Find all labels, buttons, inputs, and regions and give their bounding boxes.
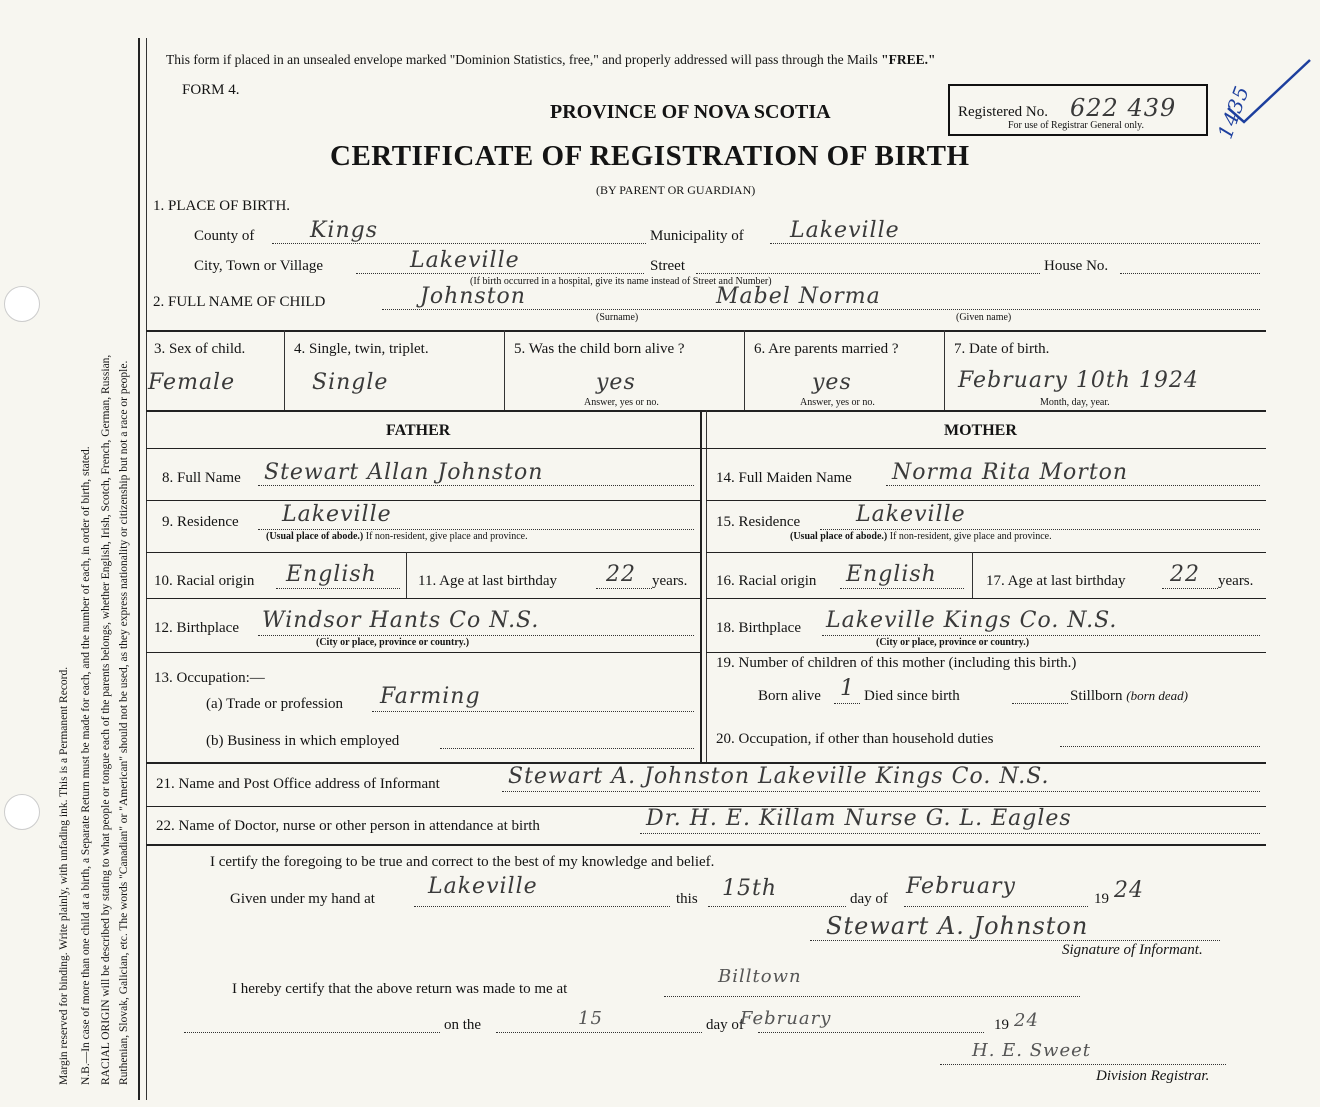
father-racial-label: 10. Racial origin [154,573,255,589]
check-mark-icon [1226,56,1316,126]
certificate-subtitle: (BY PARENT OR GUARDIAN) [596,183,756,197]
mother-row-rule-2 [706,552,1266,553]
alive-value: yes [596,370,636,395]
mother-age-value: 22 [1170,562,1200,587]
margin-note-binding: Margin reserved for binding. Write plainly, with unfading ink. This is a Permanent Record. [58,666,70,1085]
father-residence-label: 9. Residence [162,514,239,530]
father-years-label: years. [652,573,688,589]
house-line [1120,273,1260,274]
born-alive-label: Born alive [758,688,821,704]
father-residence-note-a: (Usual place of abode.) [266,531,364,542]
registrar-place-value: Billtown [718,966,802,987]
registrar-day-of-label: day of [706,1017,744,1033]
mother-years-label: years. [1218,573,1254,589]
died-label: Died since birth [864,688,960,704]
street-line [696,273,1040,274]
registrar-day-value: 15 [578,1008,603,1029]
certify-statement: I certify the foregoing to be true and correct to the best of my knowledge and belief. [210,854,715,870]
stillborn-label [1070,688,1188,705]
given-day-of-label: day of [850,891,888,907]
registered-value: 622 439 [1070,94,1177,122]
mother-residence-note-b: If non-resident, give place and province. [889,531,1052,542]
mother-racial-line [840,588,964,589]
registrar-signature-label: Division Registrar. [1096,1068,1210,1084]
doctor-value: Dr. H. E. Killam Nurse G. L. Eagles [646,806,1072,831]
father-trade-value: Farming [380,684,481,709]
informant-value: Stewart A. Johnston Lakeville Kings Co. N.S. [508,764,1050,789]
father-birthplace-line [258,635,694,636]
given-day-value: 15th [722,876,778,901]
surname-note: (Surname) [596,312,639,323]
this-label: this [676,891,698,907]
alive-label: 5. Was the child born alive ? [514,341,685,357]
given-note: (Given name) [956,312,1012,323]
mother-residence-value: Lakeville [856,502,966,527]
father-name-value: Stewart Allan Johnston [264,460,544,485]
given-year-value: 24 [1114,878,1144,903]
mother-racial-value: English [846,562,937,587]
divider-parents-head [146,448,1266,449]
sex-value: Female [148,370,236,395]
married-label: 6. Are parents married ? [754,341,899,357]
father-age-line [596,588,652,589]
col-divider-b [504,330,505,410]
mother-name-value: Norma Rita Morton [892,460,1129,485]
stamp-number: 1435 [1212,82,1255,142]
died-line [1012,703,1068,704]
mother-residence-label: 15. Residence [716,514,801,530]
father-heading: FATHER [386,422,451,439]
registrar-blank-line [184,1032,440,1033]
certificate-title: CERTIFICATE OF REGISTRATION OF BIRTH [330,140,970,172]
father-racial-divider [406,552,407,598]
mother-birthplace-value: Lakeville Kings Co. N.S. [826,608,1118,633]
informant-signature-label: Signature of Informant. [1062,942,1203,958]
province-heading: PROVINCE OF NOVA SCOTIA [550,101,831,123]
informant-label: 21. Name and Post Office address of Informant [156,776,440,792]
mother-occupation-label: 20. Occupation, if other than household duties [716,731,994,747]
mother-residence-note [790,531,1052,542]
registrar-on-the-label: on the [444,1017,482,1033]
stillborn-text: Stillborn [1070,688,1123,704]
mother-row-rule-4 [706,652,1266,653]
mother-children-label: 19. Number of children of this mother (including this birth.) [716,655,1077,671]
father-business-line [440,748,694,749]
street-label: Street [650,258,685,274]
mother-birthplace-label: 18. Birthplace [716,620,801,636]
doctor-label: 22. Name of Doctor, nurse or other person in attendance at birth [156,818,540,834]
father-row-rule-4 [146,652,700,653]
registrar-year-value: 24 [1014,1010,1039,1031]
date-note: Month, day, year. [1040,397,1110,408]
mother-racial-divider [972,552,973,598]
given-day-line [708,906,846,907]
city-value: Lakeville [410,248,520,273]
married-value: yes [812,370,852,395]
mother-name-label: 14. Full Maiden Name [716,470,852,486]
father-racial-line [276,588,400,589]
father-trade-line [372,711,694,712]
registrar-place-line [664,996,1080,997]
father-birthplace-note: (City or place, province or country.) [316,637,470,648]
col-divider-c [744,330,745,410]
plurality-label: 4. Single, twin, triplet. [294,341,429,357]
given-place-value: Lakeville [428,874,538,899]
stillborn-note: (born dead) [1126,688,1189,703]
father-residence-note [266,531,528,542]
mother-residence-line [820,529,1260,530]
mail-notice-text: This form if placed in an unsealed envelope marked "Dominion Statistics, free," and properly addressed will pass through the Mails [166,52,882,67]
municipality-label: Municipality of [650,228,744,244]
registrar-month-line [758,1032,984,1033]
father-residence-line [258,529,694,530]
given-label: Given under my hand at [230,891,375,907]
margin-note-racial-origin: RACIAL ORIGIN will be described by stating to what people or tongue each of the parents belongs, whether English, Irish, Scotch, French, German, Russian, [100,354,112,1085]
registrar-signature-line [940,1064,1226,1065]
binding-hole-bottom [4,794,40,830]
date-value: February 10th 1924 [958,368,1199,393]
county-line [272,243,646,244]
father-racial-value: English [286,562,377,587]
mother-name-line [886,485,1260,486]
father-age-label: 11. Age at last birthday [418,573,557,589]
father-name-label: 8. Full Name [162,470,241,486]
mother-age-line [1162,588,1218,589]
alive-answer-note: Answer, yes or no. [584,397,659,408]
form-number: FORM 4. [182,82,240,98]
city-line [356,273,644,274]
mother-birthplace-line [822,635,1260,636]
given-month-value: February [906,874,1016,899]
registrar-month-value: February [740,1008,832,1029]
mother-row-rule-3 [706,598,1266,599]
registrar-signature: H. E. Sweet [972,1040,1091,1061]
city-label: City, Town or Village [194,258,324,274]
registrar-statement: I hereby certify that the above return was made to me at [232,981,568,997]
father-row-rule-3 [146,598,700,599]
father-birthplace-label: 12. Birthplace [154,620,239,636]
mail-notice-free: "FREE." [881,52,936,67]
place-of-birth-label: 1. PLACE OF BIRTH. [153,198,291,214]
married-answer-note: Answer, yes or no. [800,397,875,408]
father-age-value: 22 [606,562,636,587]
municipality-value: Lakeville [790,218,900,243]
mother-birthplace-note: (City or place, province or country.) [876,637,1030,648]
father-trade-label: (a) Trade or profession [206,696,344,712]
informant-signature-line [810,940,1220,941]
mother-occupation-line [1060,746,1260,747]
registered-number-box [948,84,1208,136]
margin-note-multiple-births: N.B.—In case of more than one child at a birth, a Separate Return must be made for each, and the number of each, in order of birth, stated. [80,446,92,1085]
frame-left-outer [138,38,140,1100]
informant-signature: Stewart A. Johnston [826,912,1089,940]
father-name-line [258,485,694,486]
frame-left-inner [146,38,147,1100]
municipality-line [770,243,1260,244]
child-surname-value: Johnston [420,284,526,309]
divider-1 [146,330,1266,332]
given-year-prefix: 19 [1094,891,1109,907]
county-value: Kings [310,218,379,243]
sex-label: 3. Sex of child. [154,341,246,357]
father-row-rule-2 [146,552,700,553]
parents-divider-b [706,410,707,762]
mother-row-rule-1 [706,500,1266,501]
col-divider-d [944,330,945,410]
margin-note-racial-terms: Ruthenian, Slovak, Galician, etc. The words "Canadian" or "American" should not be used, as they express nationality or citizenship but not a race or people. [118,360,130,1085]
plurality-value: Single [312,370,389,395]
date-label: 7. Date of birth. [954,341,1050,357]
registrar-general-note: For use of Registrar General only. [1008,120,1144,131]
registrar-day-line [496,1032,702,1033]
given-place-line [414,906,670,907]
father-birthplace-value: Windsor Hants Co N.S. [262,608,540,633]
born-alive-line [834,703,860,704]
father-occupation-label: 13. Occupation:— [154,670,265,686]
doctor-line [640,833,1260,834]
mother-residence-note-a: (Usual place of abode.) [790,531,888,542]
registered-label: Registered No. [958,104,1048,120]
child-name-line [382,309,1260,310]
born-alive-value: 1 [840,676,855,701]
father-row-rule-1 [146,500,700,501]
child-name-label: 2. FULL NAME OF CHILD [153,294,326,310]
divider-5 [146,844,1266,846]
father-business-label: (b) Business in which employed [206,733,400,749]
binding-hole-top [4,286,40,322]
mother-age-label: 17. Age at last birthday [986,573,1126,589]
informant-line [502,791,1260,792]
mail-notice [166,52,935,68]
father-residence-value: Lakeville [282,502,392,527]
street-note: (If birth occurred in a hospital, give its name instead of Street and Number) [470,276,772,287]
county-label: County of [194,228,255,244]
mother-racial-label: 16. Racial origin [716,573,817,589]
child-given-value: Mabel Norma [716,284,881,309]
registrar-year-prefix: 19 [994,1017,1009,1033]
father-residence-note-b: If non-resident, give place and province. [365,531,528,542]
parents-divider-a [700,410,702,762]
mother-heading: MOTHER [944,422,1017,439]
house-label: House No. [1044,258,1109,274]
given-month-line [904,906,1088,907]
col-divider-a [284,330,285,410]
